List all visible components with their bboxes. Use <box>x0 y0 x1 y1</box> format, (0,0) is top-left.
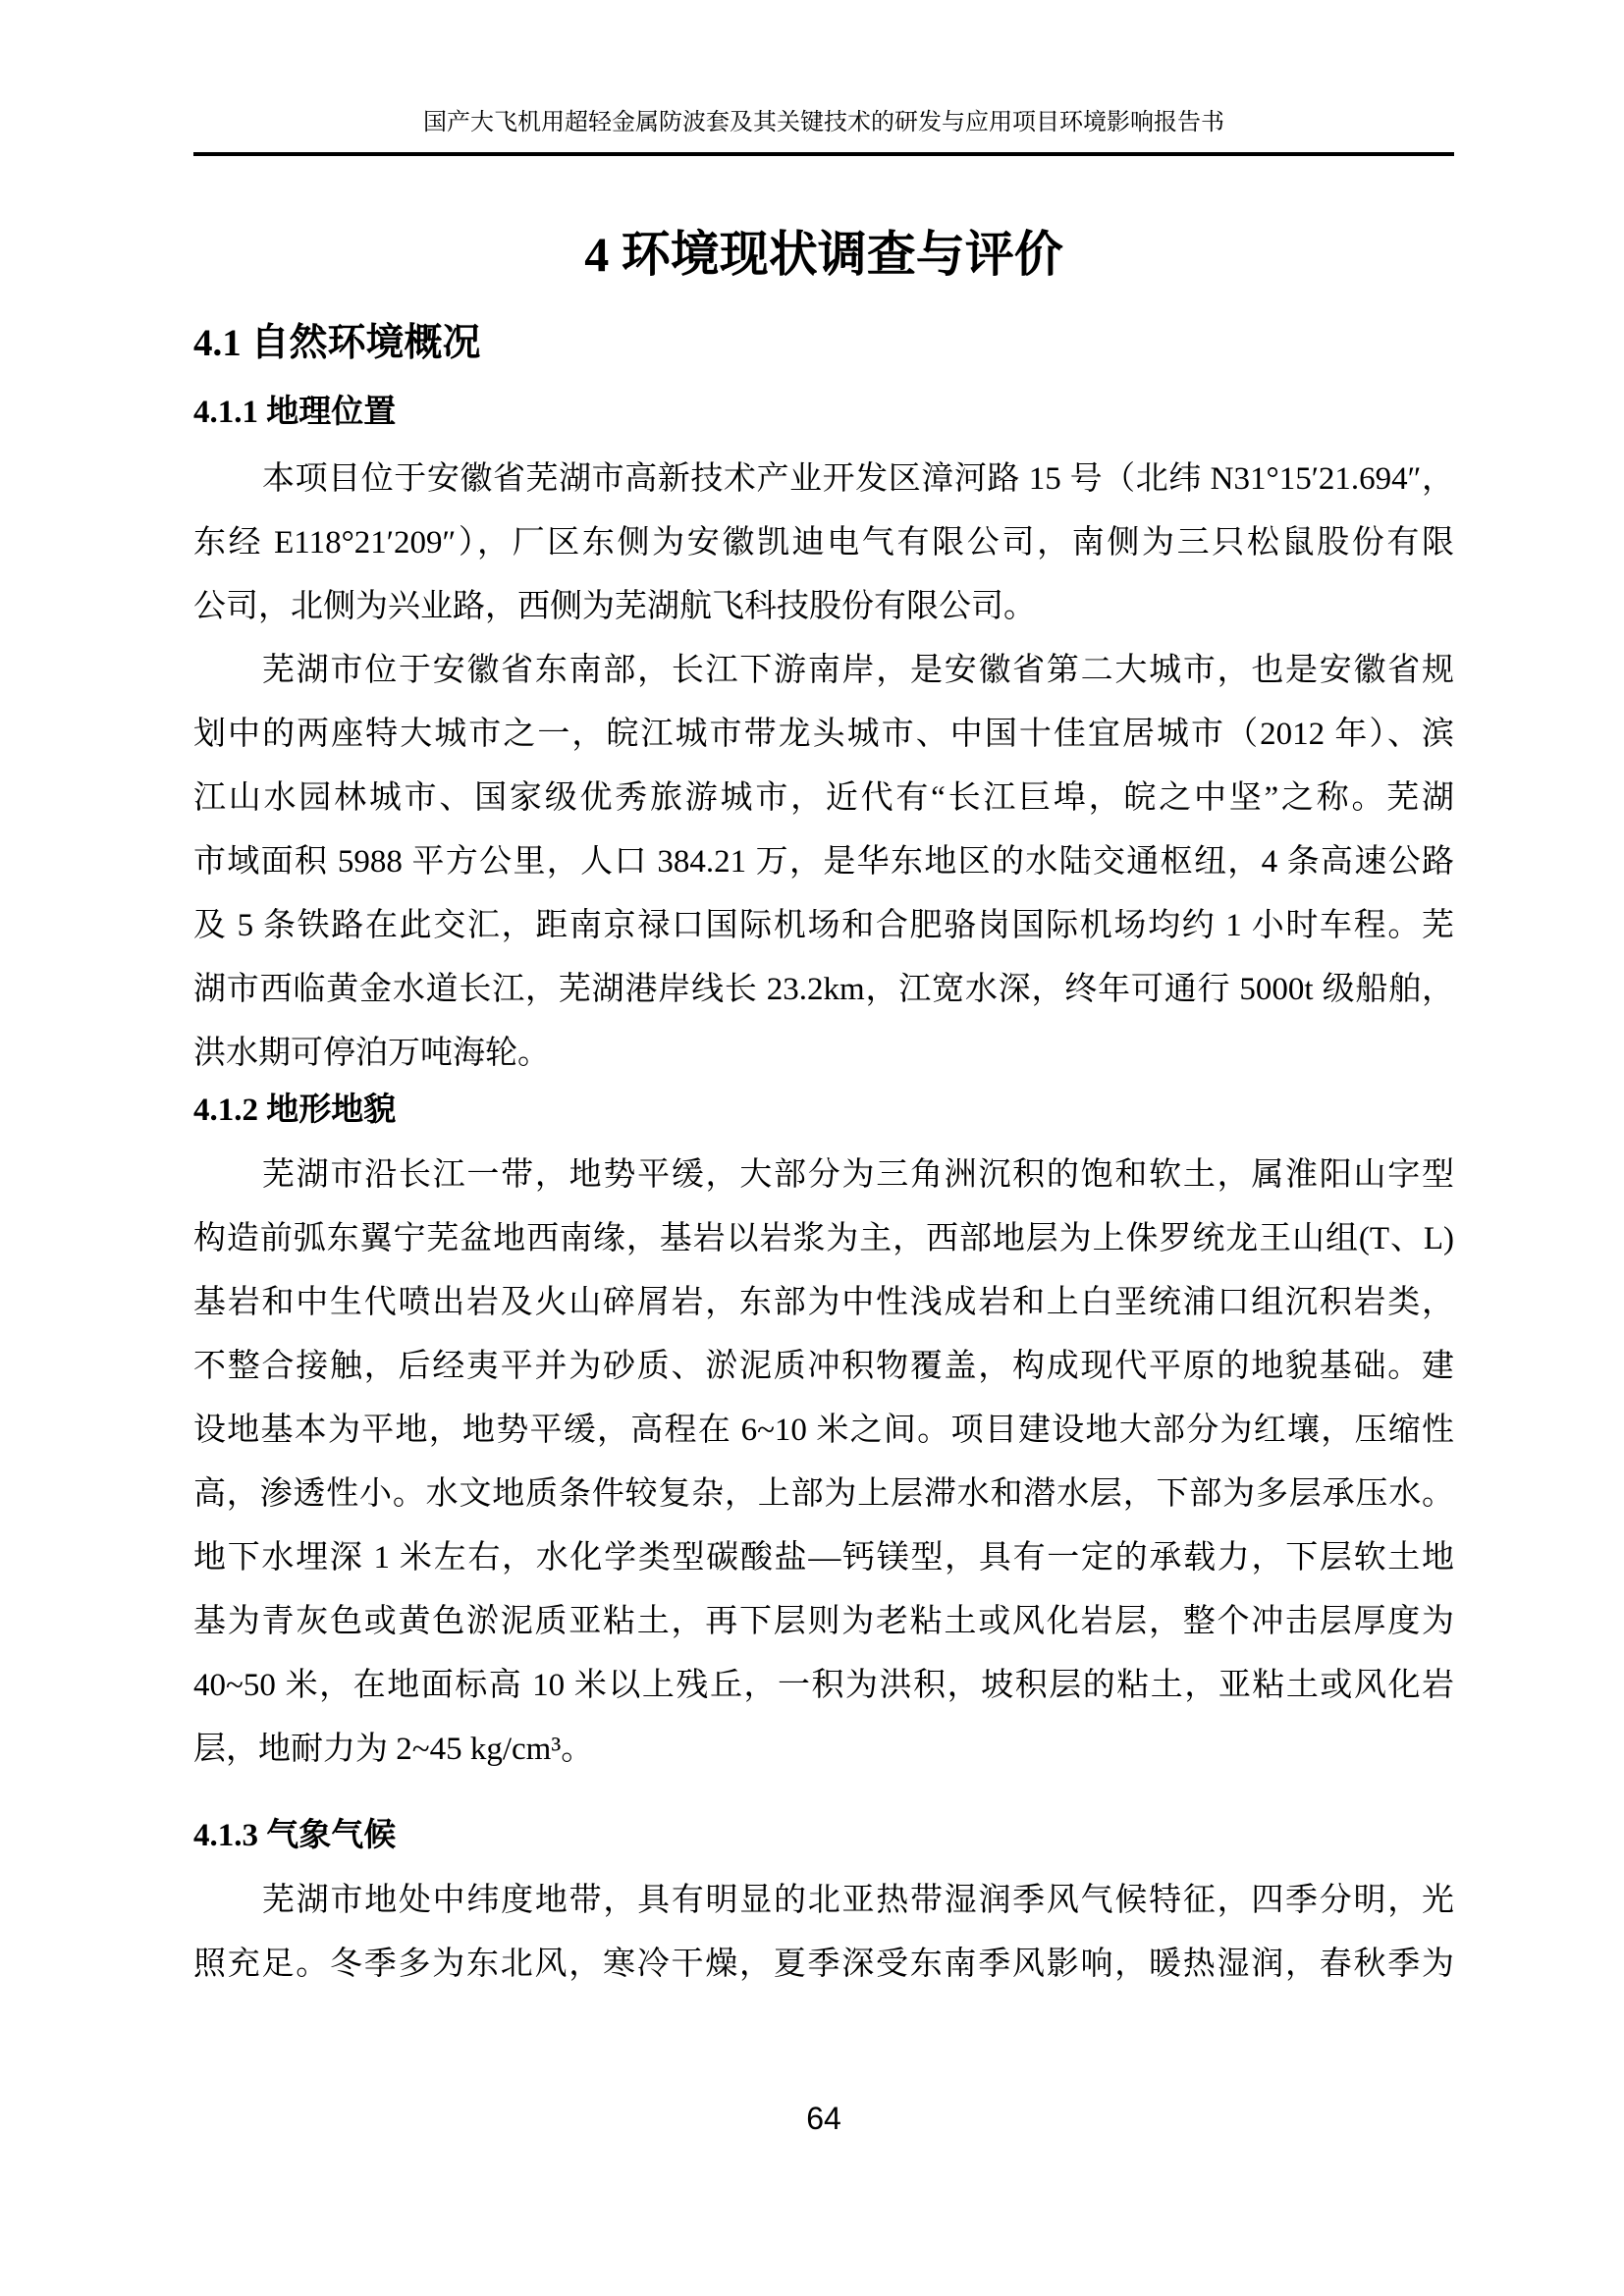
body-line: 芜湖市沿长江一带，地势平缓，大部分为三角洲沉积的饱和软土，属淮阳山字型 <box>262 1157 1454 1193</box>
paragraph-terrain <box>193 1144 1454 1782</box>
body-line: 及 5 条铁路在此交汇，距南京禄口国际机场和合肥骆岗国际机场均约 1 小时车程。芜 <box>193 908 1455 943</box>
section-heading-4-1: 4.1 自然环境概况 <box>193 322 481 364</box>
body-line: 江山水园林城市、国家级优秀旅游城市，近代有“长江巨埠，皖之中坚”之称。芜湖 <box>193 780 1454 816</box>
subsection-heading-4-1-1: 4.1.1 地理位置 <box>193 395 397 430</box>
body-line: 照充足。冬季多为东北风，寒冷干燥，夏季深受东南季风影响，暖热湿润，春秋季为 <box>193 1947 1454 1982</box>
body-line: 层，地耐力为 2~45 kg/cm³。 <box>193 1732 594 1767</box>
body-line: 基岩和中生代喷出岩及火山碎屑岩，东部为中性浅成岩和上白垩统浦口组沉积岩类， <box>193 1285 1454 1320</box>
running-header: 国产大飞机用超轻金属防波套及其关键技术的研发与应用项目环境影响报告书 <box>423 110 1224 135</box>
body-line: 湖市西临黄金水道长江，芜湖港岸线长 23.2km，江宽水深，终年可通行 5000t 级船舶， <box>193 972 1454 1007</box>
body-line: 基为青灰色或黄色淤泥质亚粘土，再下层则为老粘土或风化岩层，整个冲击层厚度为 <box>193 1604 1454 1639</box>
body-line: 洪水期可停泊万吨海轮。 <box>193 1036 550 1071</box>
paragraph-location-2 <box>193 639 1454 1086</box>
body-line: 不整合接触，后经夷平并为砂质、淤泥质冲积物覆盖，构成现代平原的地貌基础。建 <box>193 1349 1454 1384</box>
body-line: 公司，北侧为兴业路，西侧为芜湖航飞科技股份有限公司。 <box>193 589 1036 624</box>
body-line: 东经 E118°21′209″），厂区东侧为安徽凯迪电气有限公司，南侧为三只松鼠股份有限 <box>193 525 1454 561</box>
body-line: 芜湖市位于安徽省东南部，长江下游南岸，是安徽省第二大城市，也是安徽省规 <box>262 653 1454 688</box>
subsection-heading-4-1-2: 4.1.2 地形地貌 <box>193 1093 397 1128</box>
body-line: 40~50 米，在地面标高 10 米以上残丘，一积为洪积，坡积层的粘土，亚粘土或风化岩 <box>193 1668 1454 1703</box>
paragraph-location-1 <box>193 448 1454 639</box>
paragraph-climate <box>193 1869 1454 1997</box>
page-number: 64 <box>806 2101 841 2136</box>
body-line: 构造前弧东翼宁芜盆地西南缘，基岩以岩浆为主，西部地层为上侏罗统龙王山组(T、L) <box>193 1221 1454 1256</box>
body-line: 市域面积 5988 平方公里，人口 384.21 万，是华东地区的水陆交通枢纽，4 条高速公路 <box>193 844 1454 880</box>
body-line: 高，渗透性小。水文地质条件较复杂，上部为上层滞水和潜水层，下部为多层承压水。 <box>193 1476 1454 1512</box>
header-rule <box>193 152 1454 156</box>
body-line: 芜湖市地处中纬度地带，具有明显的北亚热带湿润季风气候特征，四季分明，光 <box>262 1883 1454 1918</box>
body-line: 划中的两座特大城市之一，皖江城市带龙头城市、中国十佳宜居城市（2012 年）、滨 <box>193 717 1454 752</box>
body-line: 本项目位于安徽省芜湖市高新技术产业开发区漳河路 15 号（北纬 N31°15′21.694″， <box>262 461 1454 497</box>
body-line: 设地基本为平地，地势平缓，高程在 6~10 米之间。项目建设地大部分为红壤，压缩性 <box>193 1413 1454 1448</box>
chapter-title: 4 环境现状调查与评价 <box>584 227 1063 282</box>
subsection-heading-4-1-3: 4.1.3 气象气候 <box>193 1818 397 1853</box>
body-line: 地下水埋深 1 米左右，水化学类型碳酸盐—钙镁型，具有一定的承载力，下层软土地 <box>193 1540 1454 1575</box>
